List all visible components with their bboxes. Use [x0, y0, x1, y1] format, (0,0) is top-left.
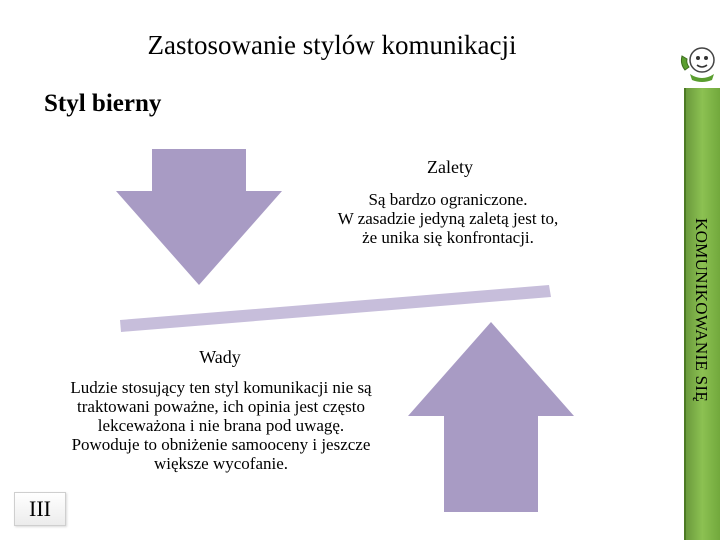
mascot-phone-icon: [676, 40, 720, 84]
advantages-line: Są bardzo ograniczone.: [368, 190, 528, 209]
slide-title: Zastosowanie stylów komunikacji: [147, 30, 517, 60]
advantages-line: W zasadzie jedyną zaletą jest to,: [337, 209, 559, 228]
disadvantages-line: większe wycofanie.: [153, 454, 289, 473]
down-arrow-shape: [116, 149, 282, 285]
disadvantages-line: lekceważona i nie brana pod uwagę.: [97, 416, 345, 435]
advantages-text: [300, 190, 596, 247]
disadvantages-line: traktowani poważne, ich opinia jest często: [77, 397, 365, 416]
slide-subtitle: Styl bierny: [44, 90, 162, 117]
disadvantages-text: [36, 378, 406, 473]
disadvantages-line: Ludzie stosujący ten styl komunikacji nie są: [70, 378, 372, 397]
disadvantages-line: Powoduje to obniżenie samooceny i jeszcze: [71, 435, 371, 454]
advantages-line: że unika się konfrontacji.: [362, 228, 534, 247]
up-arrow-shape: [408, 322, 574, 512]
section-badge: III: [14, 492, 66, 526]
side-label: KOMUNIKOWANIE SIĘ: [692, 217, 711, 403]
advantages-heading: Zalety: [427, 157, 473, 177]
disadvantages-heading: Wady: [199, 347, 241, 367]
balance-beam-shape: [120, 285, 551, 332]
